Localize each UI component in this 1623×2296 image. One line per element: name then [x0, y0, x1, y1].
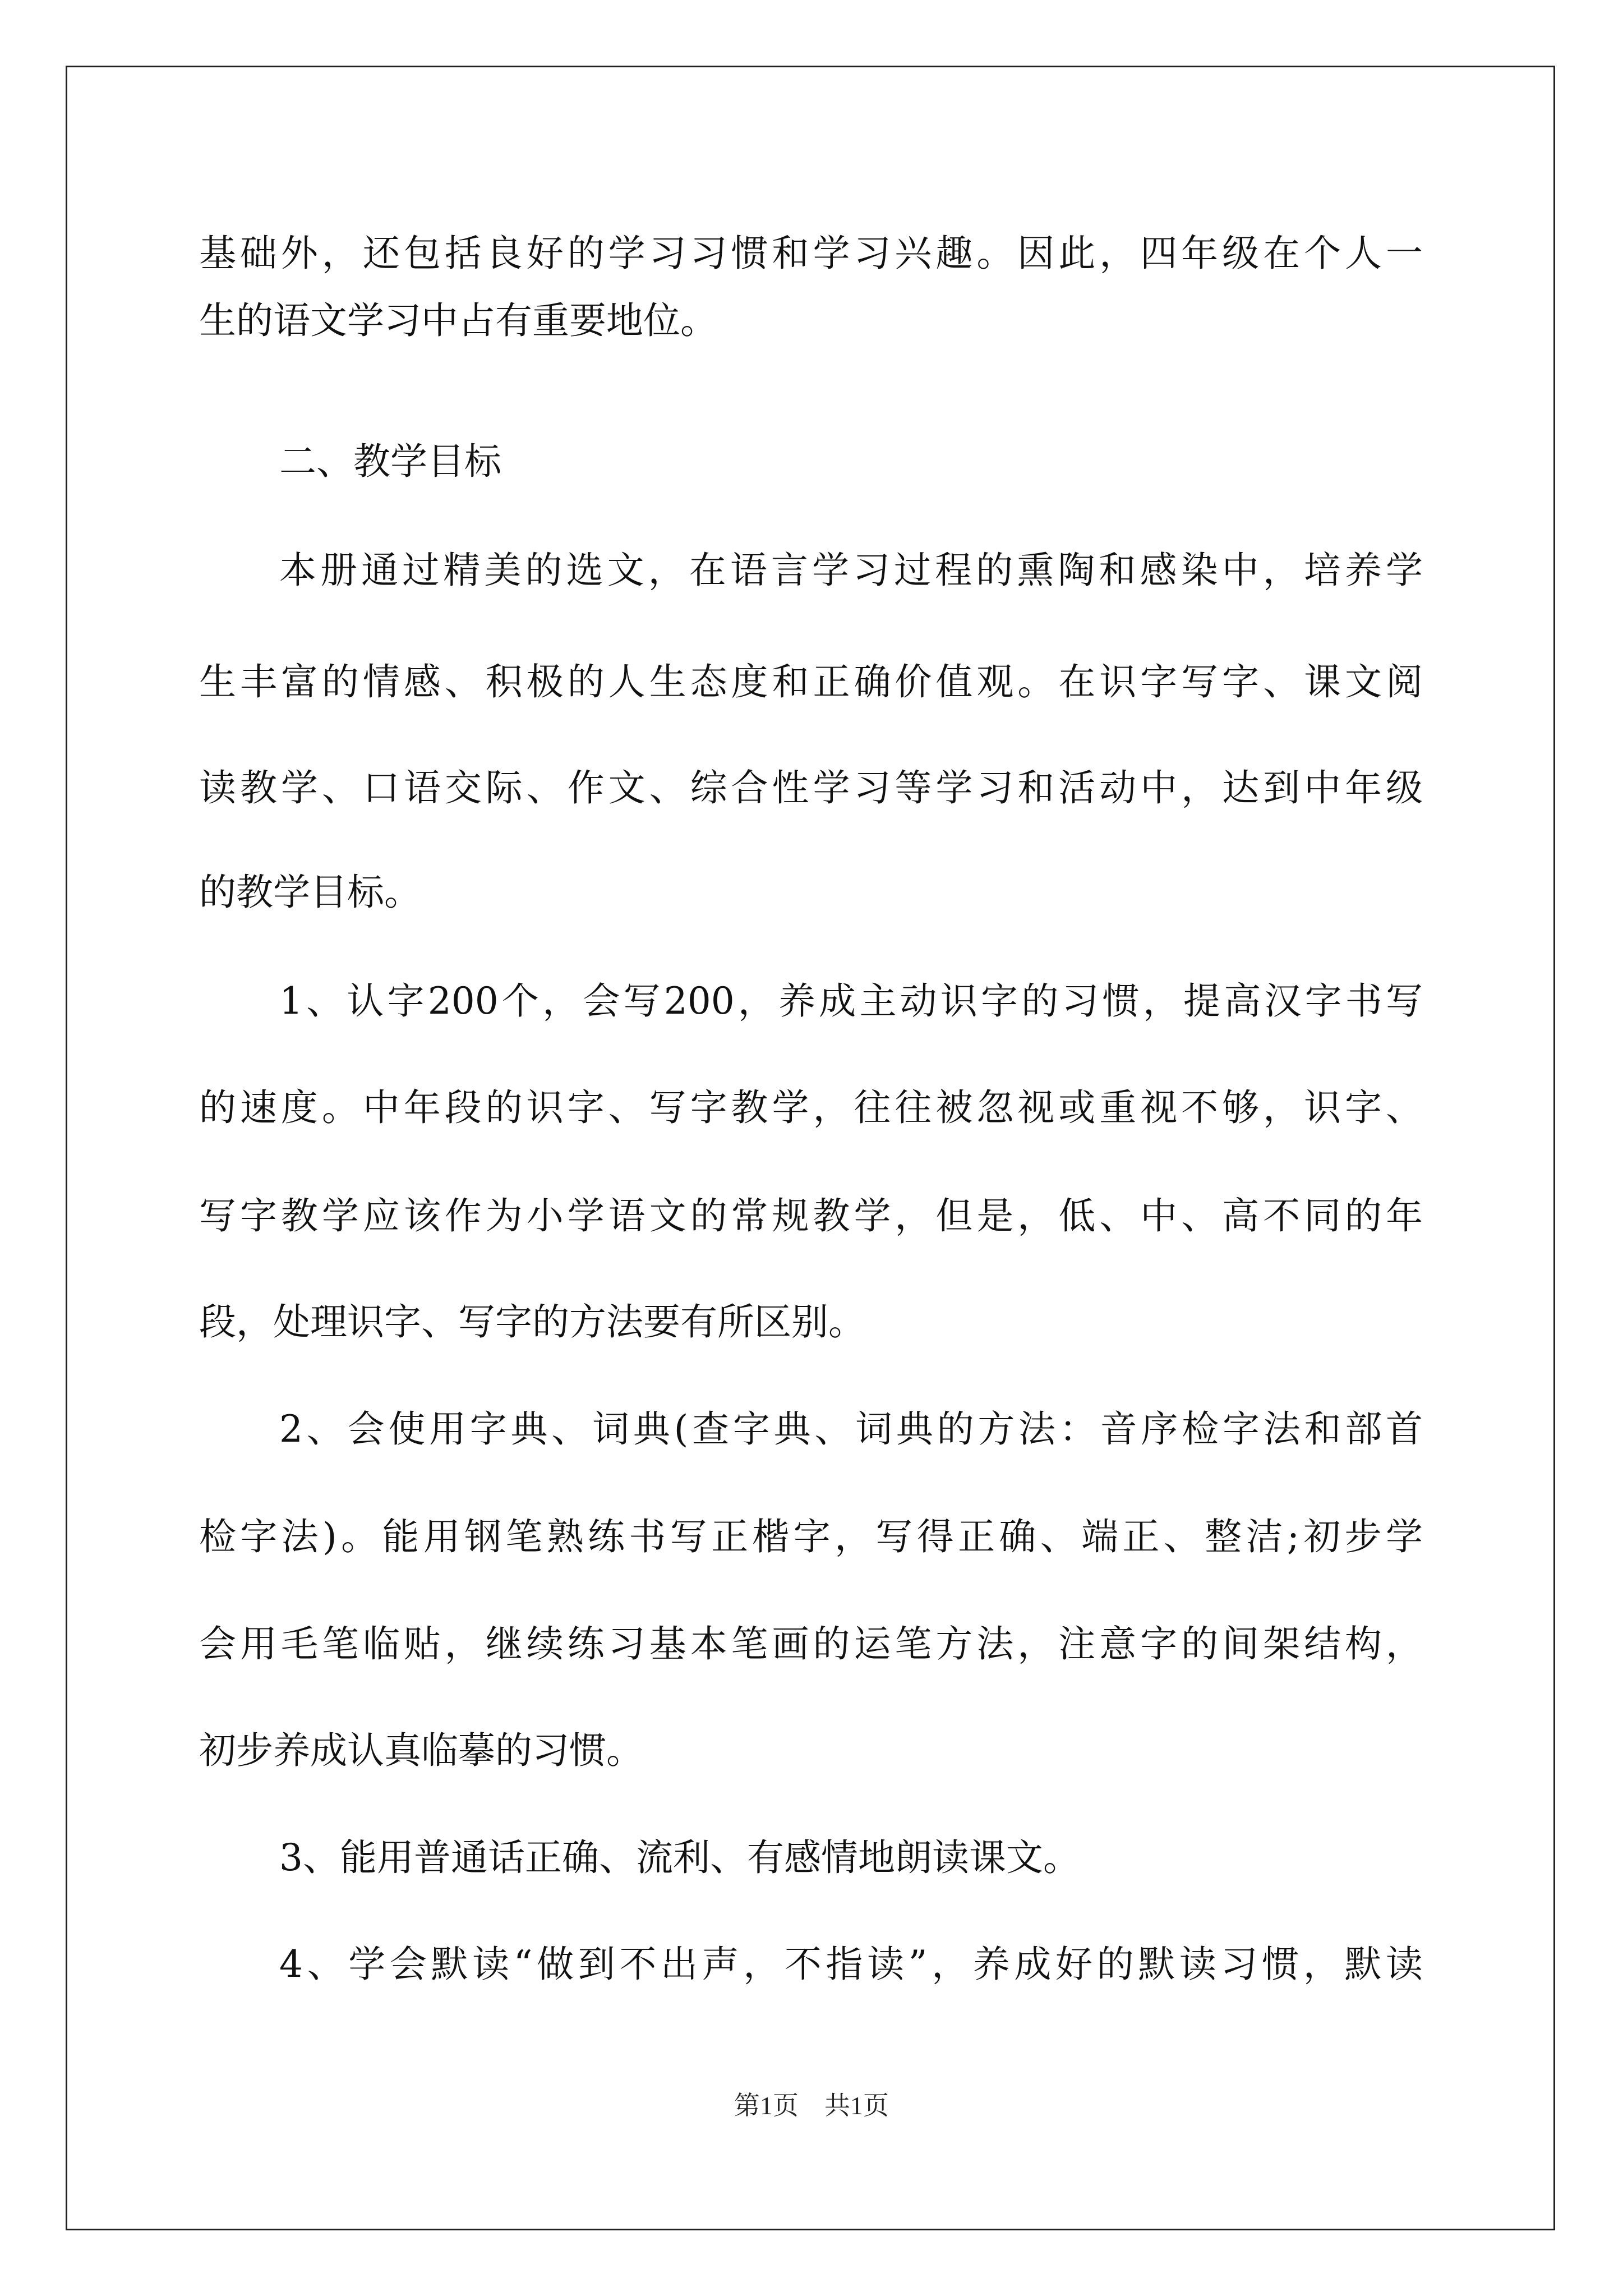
section-heading: 二、教学目标	[279, 440, 501, 483]
text-line: 读教学、口语交际、作文、综合性学习等学习和活动中，达到中年级	[199, 766, 1423, 809]
text-line: 生的语文学习中占有重要地位。	[199, 299, 717, 342]
text-line: 检字法)。能用钢笔熟练书写正楷字，写得正确、端正、整洁;初步学	[199, 1515, 1423, 1558]
text-line: 生丰富的情感、积极的人生态度和正确价值观。在识字写字、课文阅	[199, 660, 1423, 703]
page-footer: 第1页 共1页	[734, 2091, 889, 2120]
text-line: 会用毛笔临贴，继续练习基本笔画的运笔方法，注意字的间架结构，	[199, 1622, 1423, 1665]
text-line: 1、认字200个，会写200，养成主动识字的习惯，提高汉字书写	[279, 979, 1423, 1023]
text-line: 2、会使用字典、词典(查字典、词典的方法：音序检字法和部首	[279, 1407, 1423, 1451]
text-line: 本册通过精美的选文，在语言学习过程的熏陶和感染中，培养学	[279, 549, 1423, 592]
text-line: 4、学会默读“做到不出声，不指读”，养成好的默读习惯，默读	[279, 1943, 1423, 1986]
text-line: 初步养成认真临摹的习惯。	[199, 1729, 643, 1772]
text-line: 段，处理识字、写字的方法要有所区别。	[199, 1300, 865, 1343]
text-line: 写字教学应该作为小学语文的常规教学，但是，低、中、高不同的年	[199, 1194, 1423, 1237]
text-line: 基础外，还包括良好的学习习惯和学习兴趣。因此，四年级在个人一	[199, 232, 1423, 275]
text-line: 的教学目标。	[199, 871, 421, 914]
page-border	[66, 66, 1555, 2230]
text-line: 3、能用普通话正确、流利、有感情地朗读课文。	[279, 1836, 1080, 1879]
text-line: 的速度。中年段的识字、写字教学，往往被忽视或重视不够，识字、	[199, 1086, 1423, 1129]
